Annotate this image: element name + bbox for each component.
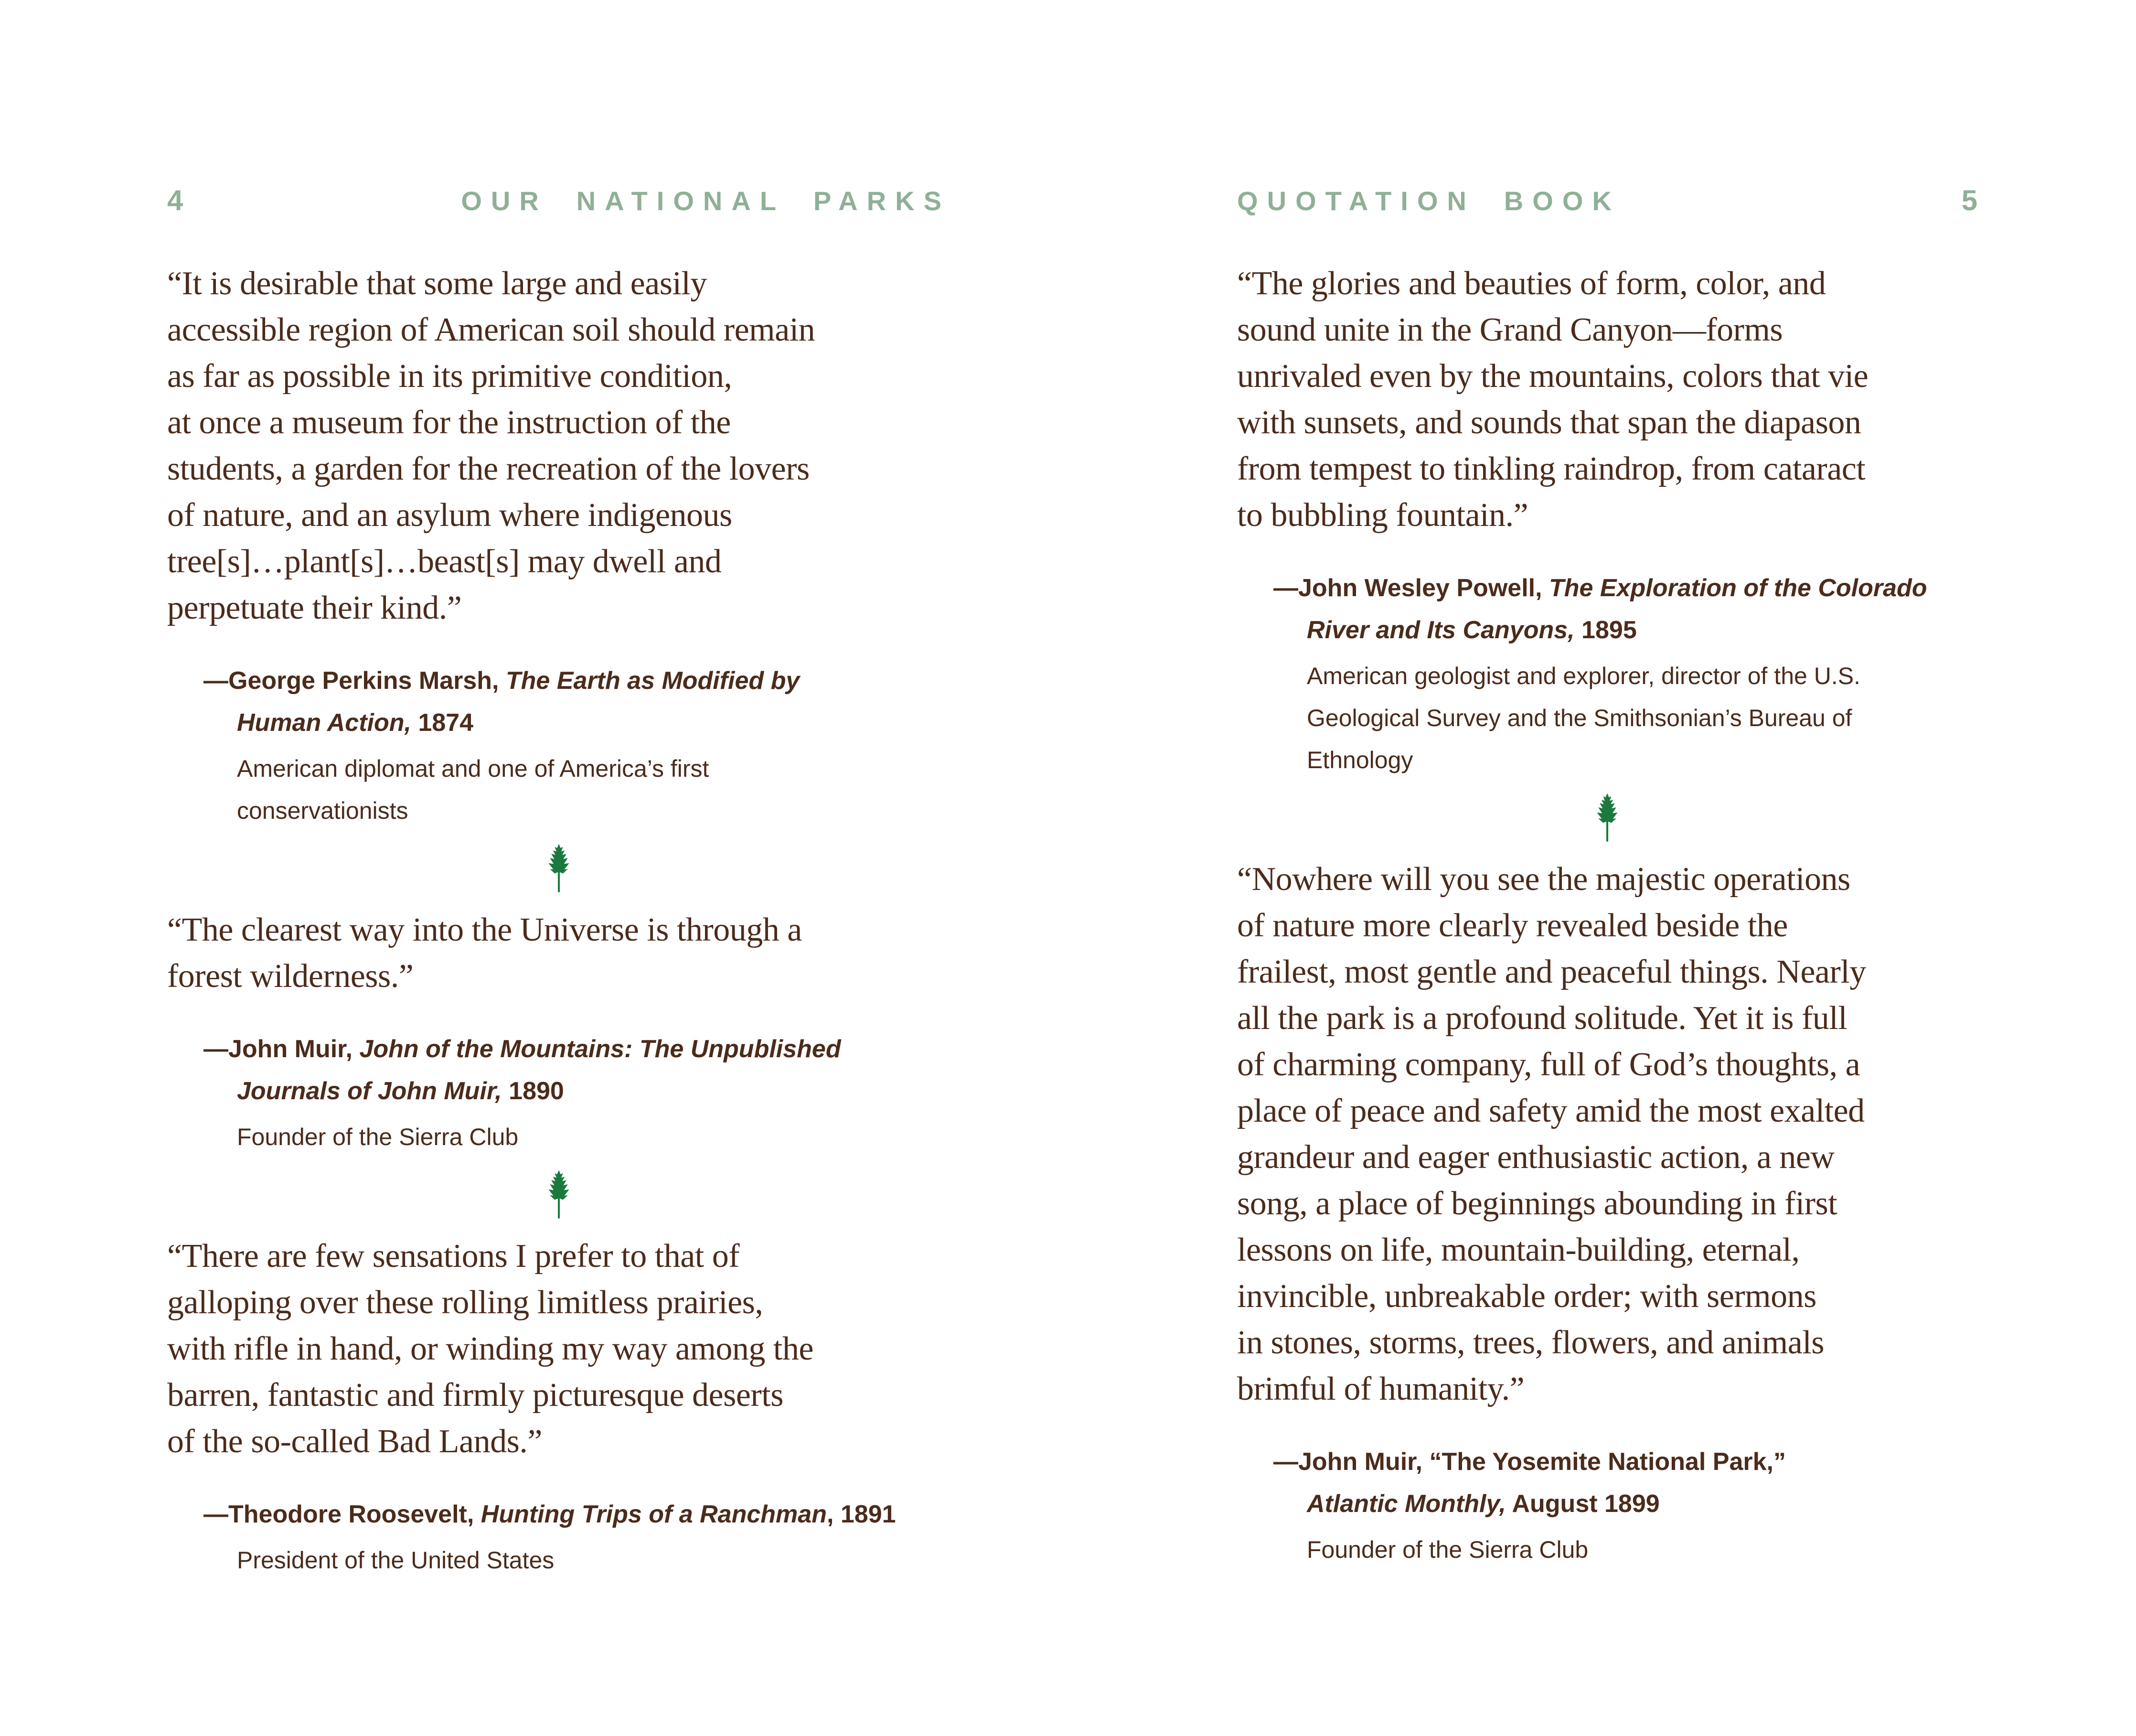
attribution-powell: —John Wesley Powell, The Exploration of the Colorado River and Its Canyons, 1895	[1273, 574, 1927, 644]
attribution-note-roosevelt: President of the United States	[237, 1547, 555, 1574]
tree-divider	[1237, 793, 1977, 845]
quote-marsh: “It is desirable that some large and easily accessible region of American soil should remain as far as possible in its primitive condition, at once a museum for the instruction of the students, a garden for the recreation of the lovers of nature, and an asylum where indigenous tree[s]…plant[s]…beast[s] may dwell and perpetuate their kind.”	[167, 265, 815, 626]
attribution-note-marsh: American diplomat and one of America’s first conservationists	[237, 755, 709, 824]
attribution-note-muir-universe: Founder of the Sierra Club	[237, 1124, 519, 1150]
running-head-title-left: OUR NATIONAL PARKS	[461, 186, 951, 216]
attribution-roosevelt: —Theodore Roosevelt, Hunting Trips of a Ranchman, 1891	[203, 1500, 896, 1528]
tree-divider	[167, 843, 951, 895]
pine-tree-icon	[545, 843, 573, 893]
page-left-our-national-parks	[167, 184, 951, 1581]
attribution-muir-yosemite: —John Muir, “The Yosemite National Park,” Atlantic Monthly, August 1899	[1273, 1448, 1786, 1518]
running-head-title-right: QUOTATION BOOK	[1237, 186, 1621, 216]
running-header-left	[167, 184, 951, 217]
pine-tree-icon	[1593, 793, 1621, 842]
page-right-quotation-book	[1237, 184, 1977, 1571]
quote-powell: “The glories and beauties of form, color, and sound unite in the Grand Canyon—forms unrivaled even by the mountains, colors that vie with sunsets, and sounds that span the diapason from tempest to tinkling raindrop, from cataract to bubbling fountain.”	[1237, 265, 1869, 534]
pine-tree-icon	[545, 1169, 573, 1219]
page-number-left: 4	[167, 184, 183, 216]
tree-divider	[167, 1169, 951, 1222]
attribution-note-muir-yosemite: Founder of the Sierra Club	[1307, 1536, 1589, 1563]
quote-muir-universe: “The clearest way into the Universe is through a forest wilderness.”	[167, 911, 802, 995]
attribution-note-powell: American geologist and explorer, director of the U.S. Geological Survey and the Smithsonian’s Bureau of Ethnology	[1307, 663, 1860, 773]
attribution-marsh: —George Perkins Marsh, The Earth as Modified by Human Action, 1874	[203, 667, 800, 737]
attribution-muir-universe: —John Muir, John of the Mountains: The Unpublished Journals of John Muir, 1890	[203, 1035, 841, 1105]
page-number-right: 5	[1961, 184, 1977, 216]
running-header-right	[1237, 184, 1977, 217]
quote-roosevelt: “There are few sensations I prefer to that of galloping over these rolling limitless prairies, with rifle in hand, or winding my way among the barren, fantastic and firmly picturesque deserts of the so-called Bad Lands.”	[167, 1238, 813, 1460]
quote-muir-yosemite: “Nowhere will you see the majestic operations of nature more clearly revealed beside the frailest, most gentle and peaceful things. Nearly all the park is a profound solitude. Yet it is full of charming company, full of God’s thoughts, a place of peace and safety amid the most exalted grandeur and eager enthusiastic action, a new song, a place of beginnings abounding in first lessons on life, mountain-building, eternal, invincible, unbreakable order; with sermons in stones, storms, trees, flowers, and animals brimful of humanity.”	[1237, 861, 1866, 1407]
